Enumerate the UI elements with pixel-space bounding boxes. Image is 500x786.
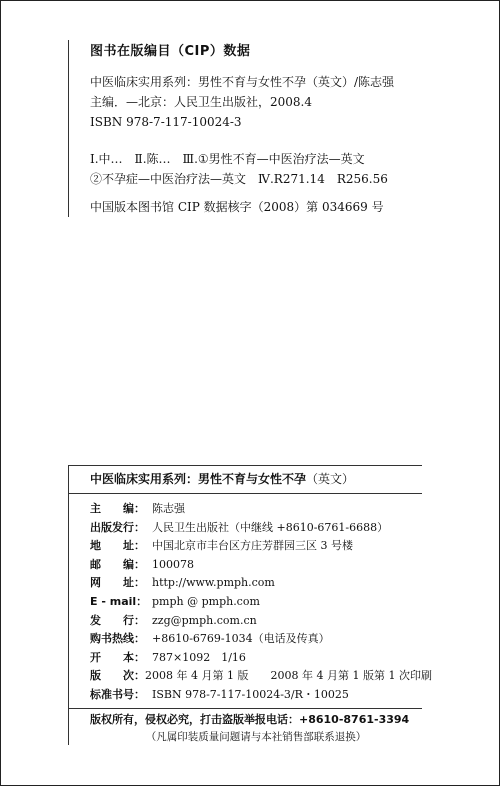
cip-heading: 图书在版编目（CIP）数据 bbox=[90, 44, 251, 59]
imprint-row bbox=[90, 556, 422, 575]
cip-isbn: ISBN 978-7-117-10024-3 bbox=[90, 115, 242, 129]
imprint-value: 100078 bbox=[152, 557, 194, 571]
imprint-label: 主 编： bbox=[90, 502, 145, 515]
imprint-label: E - mail： bbox=[90, 594, 148, 608]
imprint-value: 787×1092 1/16 bbox=[152, 650, 246, 664]
imprint-value: 人民卫生出版社（中继线 +8610-6761-6688） bbox=[152, 520, 389, 534]
imprint-label: 购书热线： bbox=[90, 632, 145, 646]
book-title-lang: （英文） bbox=[306, 472, 355, 486]
book-title bbox=[69, 465, 422, 494]
imprint-label: 版 次： bbox=[90, 669, 145, 683]
book-title-main: 中医临床实用系列：男性不育与女性不孕 bbox=[90, 472, 307, 486]
imprint-label: 地 址： bbox=[90, 539, 145, 553]
imprint-row bbox=[90, 630, 422, 649]
imprint-row bbox=[90, 519, 422, 538]
return-note: （凡属印装质量问题请与本社销售部联系退换） bbox=[145, 730, 367, 743]
cip-line: 中医临床实用系列：男性不育与女性不孕（英文）/陈志强 bbox=[90, 75, 395, 89]
imprint-row bbox=[90, 574, 422, 593]
imprint-label: 出版发行： bbox=[90, 520, 145, 534]
imprint-label: 标准书号： bbox=[90, 687, 145, 701]
copyright-block bbox=[68, 465, 432, 745]
imprint-value: +8610-6769-1034（电话及传真） bbox=[152, 632, 330, 646]
imprint-row bbox=[90, 593, 422, 612]
imprint-rows bbox=[90, 500, 432, 705]
cip-record-number: 中国版本图书馆 CIP 数据核字（2008）第 034669 号 bbox=[90, 200, 384, 214]
imprint-value: http://www.pmph.com bbox=[152, 576, 275, 590]
imprint-label: 邮 编： bbox=[90, 557, 145, 571]
imprint-value: ISBN 978-7-117-10024-3/R・10025 bbox=[152, 687, 349, 701]
imprint-label: 开 本： bbox=[90, 650, 145, 664]
imprint-value: zzg@pmph.com.cn bbox=[152, 613, 257, 627]
imprint-row bbox=[90, 500, 422, 519]
imprint-row bbox=[90, 649, 422, 668]
imprint-row bbox=[90, 612, 422, 631]
rights-statement: 版权所有，侵权必究，打击盗版举报电话：+8610-8761-3394 bbox=[69, 708, 422, 729]
imprint-value: pmph @ pmph.com bbox=[152, 594, 260, 608]
imprint-row bbox=[90, 686, 422, 705]
imprint-value: 2008 年 4 月第 1 版 2008 年 4 月第 1 版第 1 次印刷 bbox=[145, 669, 432, 683]
imprint-value: 中国北京市丰台区方庄芳群园三区 3 号楼 bbox=[152, 539, 353, 553]
cip-line: Ⅰ.中… Ⅱ.陈… Ⅲ.①男性不育—中医治疗法—英文 bbox=[90, 152, 365, 166]
imprint-value: 陈志强 bbox=[152, 502, 185, 515]
cip-line: 主编．—北京：人民卫生出版社，2008.4 bbox=[90, 95, 312, 109]
cip-line: ②不孕症—中医治疗法—英文 Ⅳ.R271.14 R256.56 bbox=[90, 172, 388, 186]
imprint-row bbox=[90, 537, 422, 556]
imprint-label: 网 址： bbox=[90, 576, 145, 590]
imprint-row bbox=[90, 667, 432, 686]
cip-block bbox=[68, 40, 500, 217]
imprint-label: 发 行： bbox=[90, 613, 145, 627]
